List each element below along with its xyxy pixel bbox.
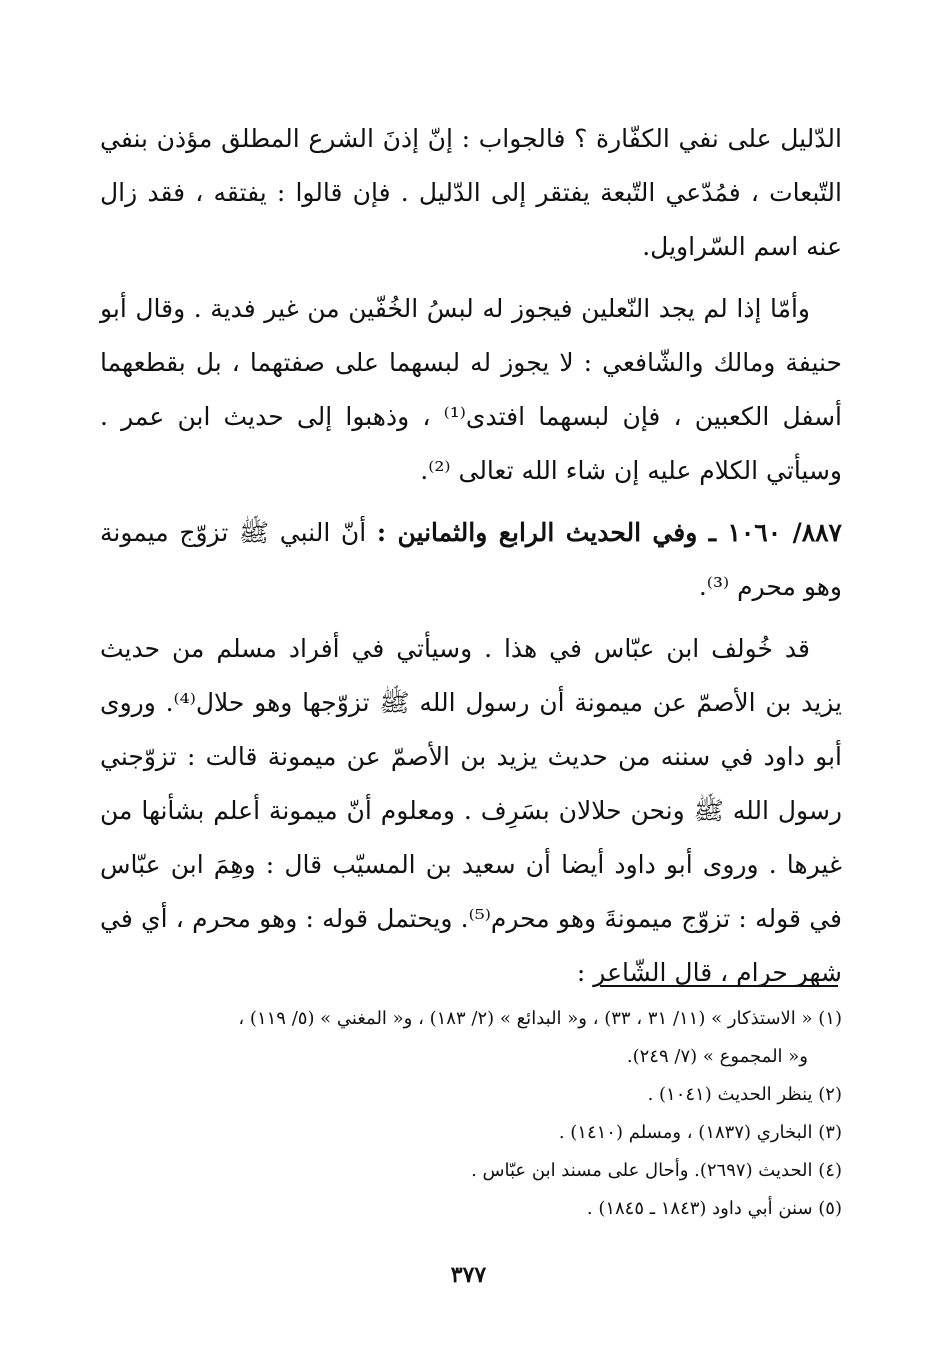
- footnote-2: (٢) ينظر الحديث (١٠٤١) .: [647, 1084, 842, 1105]
- paragraph-spacer: [100, 274, 842, 282]
- footnote-3: (٣) البخاري (١٨٣٧) ، ومسلم (١٤١٠) .: [558, 1122, 842, 1143]
- paragraph-spacer: [100, 498, 842, 506]
- page-number: ٣٧٧: [450, 1262, 487, 1288]
- hadith-number: ٨٨٧/ ١٠٦٠ ـ وفي الحديث الرابع والثمانين :: [376, 518, 842, 547]
- footnote-4: (٤) الحديث (٢٦٩٧). وأحال على مسند ابن عبّاس .: [471, 1160, 842, 1181]
- footnotes: [100, 1000, 842, 1228]
- hadith-text: أنّ النبي ﷺ تزوّج ميمونة وهو محرم ⁽³⁾.: [100, 518, 842, 601]
- paragraph-spacer: [100, 614, 842, 622]
- main-text: [100, 112, 842, 1000]
- footnote-5: (٥) سنن أبي داود (١٨٤٣ ـ ١٨٤٥) .: [586, 1198, 842, 1219]
- footnote-divider: [600, 985, 838, 987]
- paragraph-3: قد خُولف ابن عبّاس في هذا . وسيأتي في أفراد مسلم من حديث يزيد بن الأصمّ عن ميمونة أن رسول الله ﷺ تزوّجها وهو حلال⁽⁴⁾. وروى أبو داود في سننه من حديث يزيد بن الأصمّ عن ميمونة قالت : تزوّجني رسول الله ﷺ ونحن حلالان بسَرِف . ومعلوم أنّ ميمونة أعلم بشأنها من غيرها . وروى أبو داود أيضا أن سعيد بن المسيّب قال : وهِمَ ابن عبّاس في قوله : تزوّج ميمونةَ وهو محرم⁽⁵⁾. ويحتمل قوله : وهو محرم ، أي في شهر حرام ، قال الشّاعر :: [100, 634, 843, 987]
- paragraph-1: الدّليل على نفي الكفّارة ؟ فالجواب : إنّ إذنَ الشرع المطلق مؤذن بنفي التّبعات ، فمُدّعي التّبعة يفتقر إلى الدّليل . فإن قالوا : يفتقه ، فقد زال عنه اسم السّراويل.: [100, 124, 842, 261]
- paragraph-2: وأمّا إذا لم يجد النّعلين فيجوز له لبسُ الخُفّين من غير فدية . وقال أبو حنيفة ومالك والشّافعي : لا يجوز له لبسهما على صفتهما ، بل بقطعهما أسفل الكعبين ، فإن لبسهما افتدى⁽¹⁾ ، وذهبوا إلى حديث ابن عمر . وسيأتي الكلام عليه إن شاء الله تعالى ⁽²⁾.: [100, 294, 842, 485]
- footnote-1: (١) « الاستذكار » (١١/ ٣١ ، ٣٣) ، و« البدائع » (٢/ ١٨٣) ، و« المغني » (٥/ ١١٩) ،: [238, 1008, 842, 1029]
- hadith-heading: [100, 506, 842, 614]
- footnote-1-continued: و« المجموع » (٧/ ٢٤٩).: [626, 1046, 808, 1067]
